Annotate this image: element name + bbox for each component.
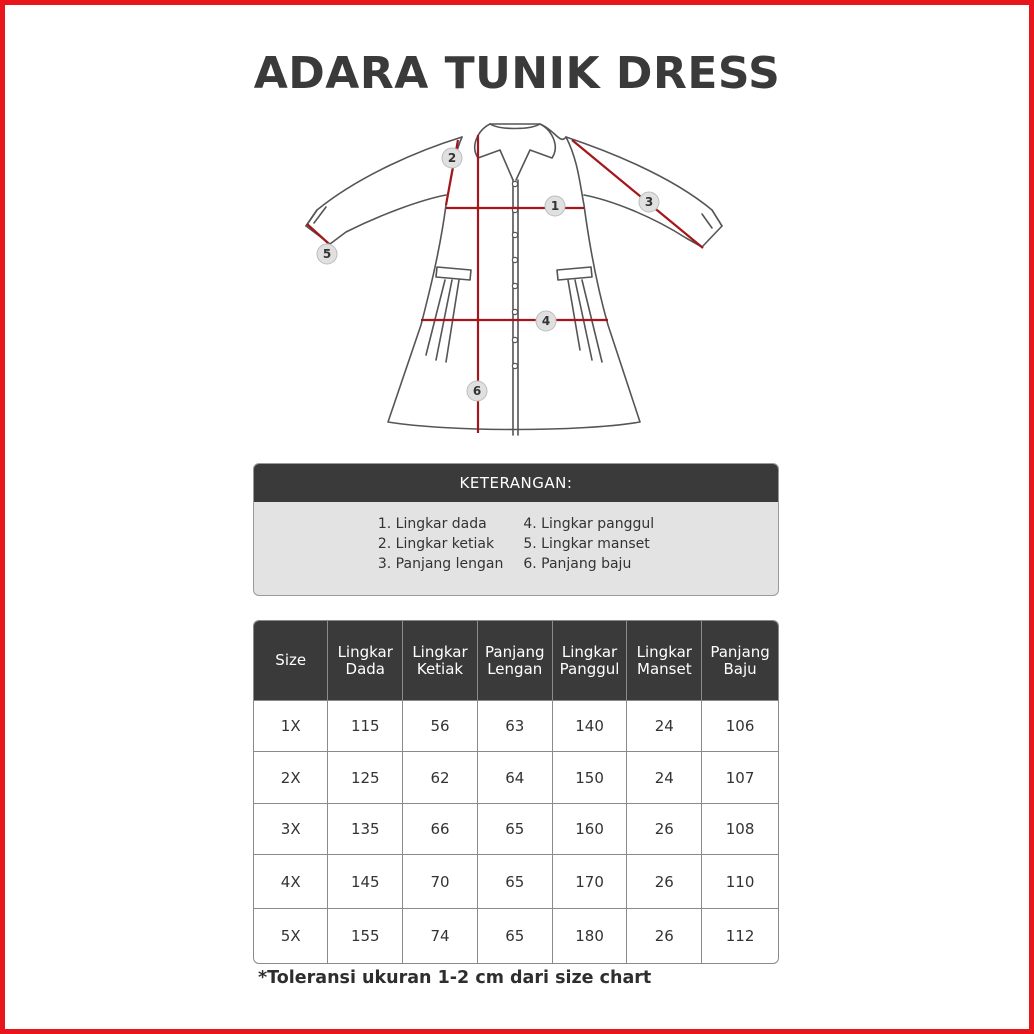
table-cell: 1X	[254, 700, 328, 751]
table-cell: 65	[478, 803, 553, 854]
table-cell: 56	[403, 700, 478, 751]
marker-2-label: 2	[447, 151, 457, 165]
header-line: Ketiak	[416, 659, 464, 678]
left-pocket	[436, 267, 471, 280]
legend-item: 1. Lingkar dada	[377, 516, 487, 532]
table-cell: 155	[328, 908, 403, 963]
measure-line-sleeve	[572, 140, 703, 248]
header-line: Dada	[345, 659, 385, 678]
table-row	[254, 700, 778, 751]
header-line: Lingkar	[561, 642, 618, 661]
table-cell: 26	[627, 908, 702, 963]
legend-heading: KETERANGAN:	[254, 464, 778, 502]
header-size-label: Size	[275, 651, 307, 669]
table-cell: 4X	[254, 854, 328, 908]
table-header-row	[254, 621, 778, 700]
table-cell: 66	[403, 803, 478, 854]
header-size	[254, 621, 328, 700]
marker-1	[545, 196, 565, 216]
header-line: Manset	[637, 659, 692, 678]
size-chart-table	[253, 620, 779, 964]
table-cell: 62	[403, 751, 478, 803]
table-cell: 135	[328, 803, 403, 854]
header-lingkar-panggul	[553, 621, 628, 700]
table-row	[254, 854, 778, 908]
right-pocket	[557, 267, 592, 280]
measure-line-cuff	[307, 224, 328, 243]
table-cell: 26	[627, 803, 702, 854]
table-cell: 3X	[254, 803, 328, 854]
marker-5-label: 5	[322, 247, 332, 261]
header-line: Lengan	[487, 659, 543, 678]
table-cell: 160	[553, 803, 628, 854]
marker-4	[536, 311, 556, 331]
header-lingkar-manset	[627, 621, 702, 700]
table-cell: 5X	[254, 908, 328, 963]
table-cell: 63	[478, 700, 553, 751]
table-cell: 140	[553, 700, 628, 751]
marker-4-label: 4	[541, 314, 551, 328]
placket	[513, 180, 518, 435]
table-cell: 150	[553, 751, 628, 803]
marker-1-label: 1	[550, 199, 560, 213]
table-cell: 106	[702, 700, 778, 751]
legend-item: 6. Panjang baju	[523, 556, 632, 572]
header-line: Lingkar	[636, 642, 692, 661]
legend-column-right	[523, 514, 654, 574]
table-cell: 125	[328, 751, 403, 803]
marker-6	[467, 381, 487, 401]
legend-item: 3. Panjang lengan	[377, 556, 504, 572]
header-line: Baju	[723, 659, 757, 678]
table-cell: 110	[702, 854, 778, 908]
header-line: Lingkar	[412, 642, 468, 661]
table-cell: 108	[702, 803, 778, 854]
table-cell: 64	[478, 751, 553, 803]
header-lingkar-dada	[328, 621, 403, 700]
table-cell: 65	[478, 854, 553, 908]
legend-item: 5. Lingkar manset	[523, 536, 650, 552]
header-line: Panjang	[710, 642, 770, 661]
table-cell: 115	[328, 700, 403, 751]
table-cell: 24	[627, 751, 702, 803]
header-line: Panggul	[559, 659, 620, 678]
header-panjang-lengan	[478, 621, 553, 700]
legend-body	[254, 502, 778, 574]
left-cuff	[306, 207, 326, 226]
marker-6-label: 6	[472, 384, 482, 398]
table-cell: 112	[702, 908, 778, 963]
legend-item: 2. Lingkar ketiak	[377, 536, 495, 552]
page-title: ADARA TUNIK DRESS	[253, 48, 781, 99]
collar	[475, 124, 566, 180]
marker-2	[442, 148, 462, 168]
table-row	[254, 751, 778, 803]
legend-column-left	[378, 514, 503, 574]
header-line: Lingkar	[337, 642, 393, 661]
table-cell: 74	[403, 908, 478, 963]
table-cell: 145	[328, 854, 403, 908]
table-row	[254, 908, 778, 963]
marker-3-label: 3	[644, 195, 654, 209]
legend-box	[253, 463, 779, 596]
legend-item: 4. Lingkar panggul	[523, 516, 655, 532]
right-cuff	[702, 210, 722, 228]
tolerance-note: *Toleransi ukuran 1-2 cm dari size chart	[258, 968, 652, 988]
header-lingkar-ketiak	[403, 621, 478, 700]
header-panjang-baju	[702, 621, 778, 700]
table-cell: 26	[627, 854, 702, 908]
table-cell: 24	[627, 700, 702, 751]
marker-3	[639, 192, 659, 212]
table-row	[254, 803, 778, 854]
table-cell: 70	[403, 854, 478, 908]
table-cell: 65	[478, 908, 553, 963]
dress-diagram	[290, 118, 740, 448]
table-cell: 170	[553, 854, 628, 908]
header-line: Panjang	[485, 642, 545, 661]
left-sleeve-outline	[306, 137, 462, 244]
marker-5	[317, 244, 337, 264]
table-cell: 180	[553, 908, 628, 963]
table-cell: 107	[702, 751, 778, 803]
table-cell: 2X	[254, 751, 328, 803]
